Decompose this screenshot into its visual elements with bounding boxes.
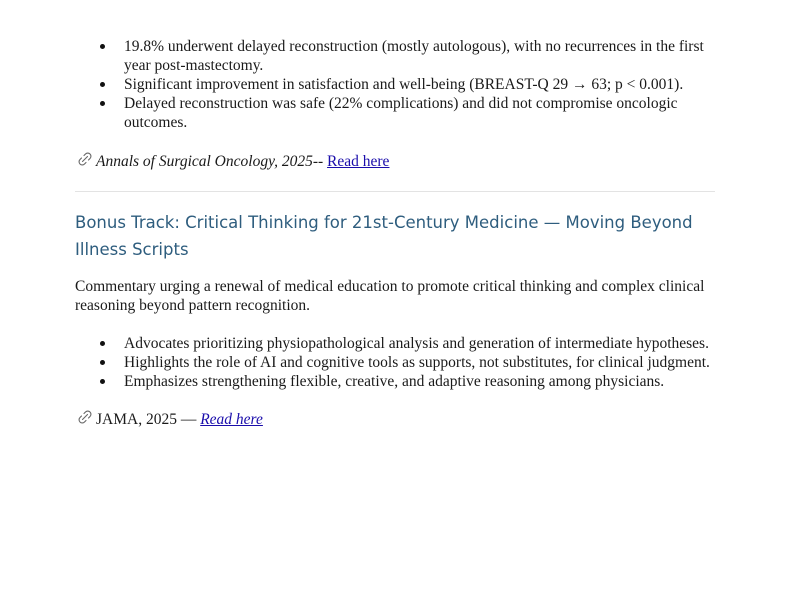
article1-read-link[interactable]: Read here: [327, 153, 390, 170]
list-item: Highlights the role of AI and cognitive tools as supports, not substitutes, for clinical judgment.: [124, 353, 715, 372]
article1-source: [75, 152, 715, 172]
list-item: Delayed reconstruction was safe (22% complications) and did not compromise oncologic outcomes.: [124, 94, 715, 132]
article1-bullet-list: [75, 37, 715, 132]
newsletter-content: [75, 37, 715, 430]
article2-source-text: JAMA, 2025 —: [96, 411, 197, 428]
paperclip-link-icon: [75, 410, 95, 424]
section-divider: [75, 191, 715, 192]
article2-bullet-list: [75, 334, 715, 391]
list-item: Emphasizes strengthening flexible, creative, and adaptive reasoning among physicians.: [124, 372, 715, 391]
list-item: 19.8% underwent delayed reconstruction (mostly autologous), with no recurrences in the first year post-mastectomy.: [124, 37, 715, 75]
article2-summary: Commentary urging a renewal of medical education to promote critical thinking and complex clinical reasoning beyond pattern recognition.: [75, 278, 705, 314]
article2-source: [75, 410, 715, 430]
article2-read-link[interactable]: Read here: [200, 411, 263, 428]
list-item: Advocates prioritizing physiopathological analysis and generation of intermediate hypotheses.: [124, 334, 715, 353]
list-item: Significant improvement in satisfaction and well-being (BREAST-Q 29 → 63; p < 0.001).: [124, 75, 715, 94]
article1-source-text: Annals of Surgical Oncology, 2025--: [96, 153, 324, 170]
paperclip-link-icon: [75, 152, 95, 166]
article2-title: Bonus Track: Critical Thinking for 21st-Century Medicine — Moving Beyond Illness Scripts: [75, 213, 693, 259]
